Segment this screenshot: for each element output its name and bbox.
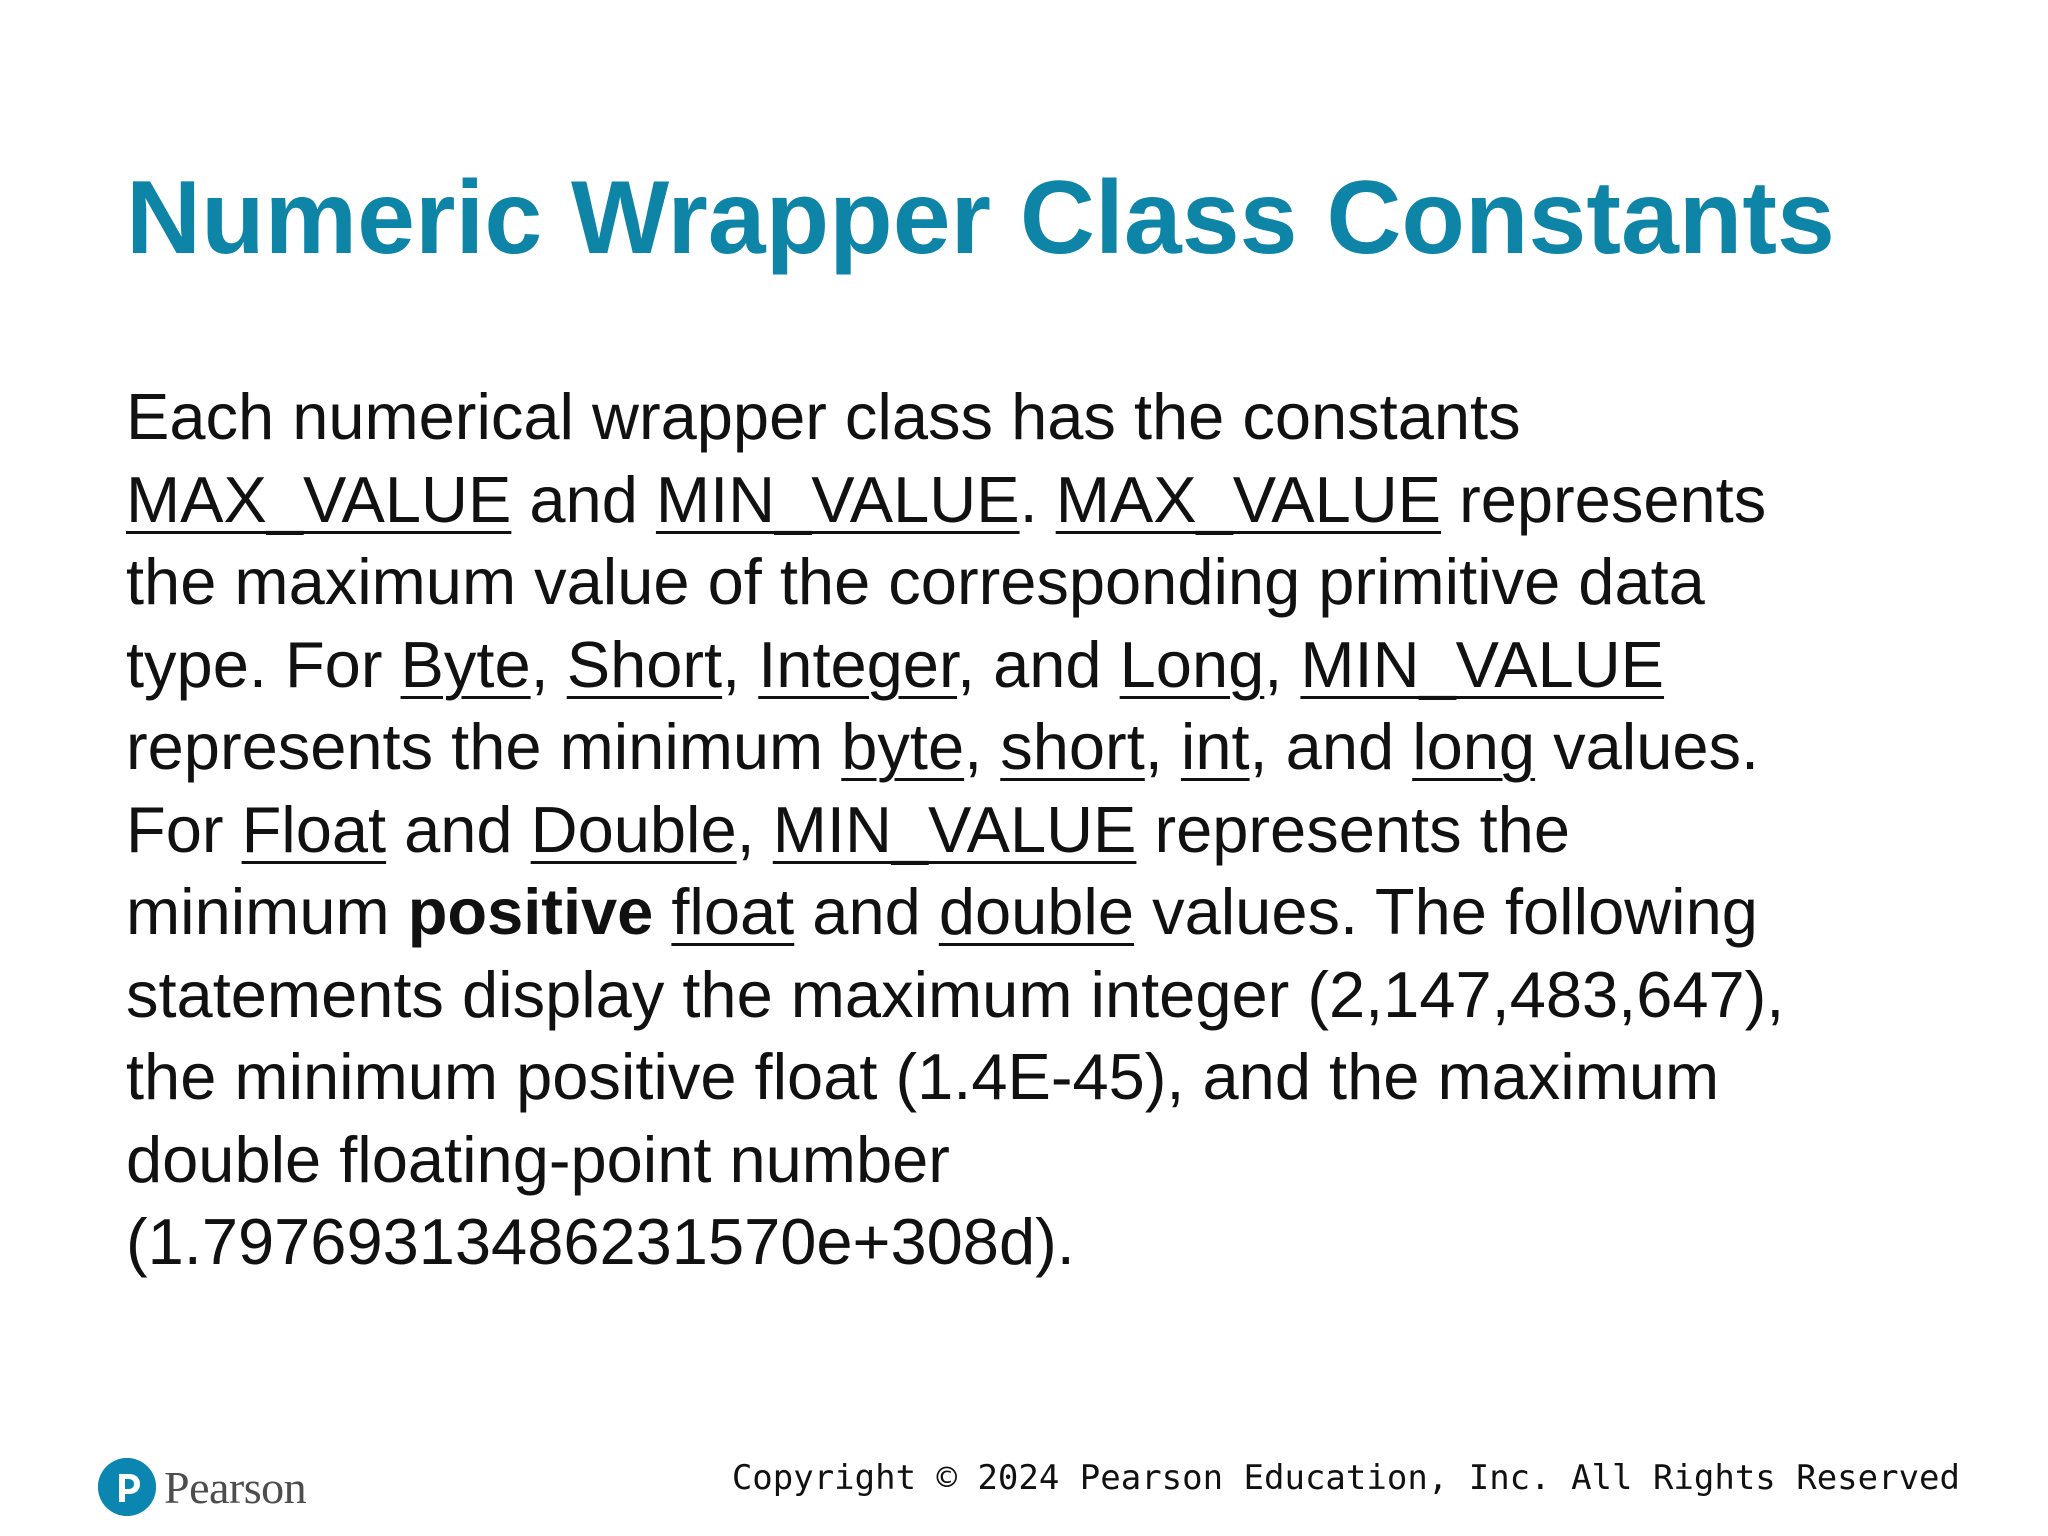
text-run: minimum xyxy=(126,875,408,948)
text-run: and xyxy=(386,792,531,866)
text-run: and xyxy=(794,875,939,948)
text-run: the maximum value of the corresponding primitive data xyxy=(126,545,1705,618)
text-run xyxy=(653,875,671,948)
positive-emphasis: positive xyxy=(407,875,654,948)
body-line xyxy=(126,459,1956,542)
max-value-term: MAX_VALUE xyxy=(1055,462,1442,536)
body-line xyxy=(126,1201,1956,1284)
text-run: For xyxy=(126,792,242,866)
integer-class-term: Integer xyxy=(758,627,958,701)
text-run: , xyxy=(722,627,759,701)
body-line xyxy=(126,376,1956,459)
body-line xyxy=(126,706,1956,789)
body-line xyxy=(126,871,1956,954)
copyright-notice: Copyright © 2024 Pearson Education, Inc. All Rights Reserved xyxy=(731,1458,1960,1498)
text-run: values. xyxy=(1535,710,1760,783)
double-class-term: Double xyxy=(530,792,737,866)
max-value-term: MAX_VALUE xyxy=(126,462,512,536)
pearson-logo-icon xyxy=(98,1458,156,1516)
text-run: , xyxy=(964,710,1001,783)
text-run: , xyxy=(530,627,567,701)
body-line xyxy=(126,789,1956,872)
text-run: Each numerical wrapper class has the constants xyxy=(126,380,1521,453)
long-type-term: long xyxy=(1412,710,1536,783)
float-class-term: Float xyxy=(241,792,387,866)
body-line xyxy=(126,541,1956,624)
body-line xyxy=(126,954,1956,1037)
short-type-term: short xyxy=(1000,710,1145,783)
text-run: represents xyxy=(1441,462,1767,536)
text-run: , xyxy=(1144,710,1181,783)
text-run: represents the xyxy=(1136,792,1570,866)
text-run: represents the minimum xyxy=(126,710,842,783)
text-run: and xyxy=(511,462,656,536)
byte-class-term: Byte xyxy=(400,627,531,701)
text-run: type. For xyxy=(126,627,401,701)
min-value-term: MIN_VALUE xyxy=(772,792,1137,866)
text-run: , xyxy=(1264,627,1301,701)
text-run: double floating-point number xyxy=(126,1122,950,1196)
text-run: . xyxy=(1019,462,1056,536)
text-run: the minimum positive float (1.4E-45), and the maximum xyxy=(126,1040,1720,1113)
double-type-term: double xyxy=(938,875,1135,948)
text-run: , and xyxy=(1249,710,1413,783)
text-run: values. The following xyxy=(1134,875,1758,948)
pearson-logo xyxy=(98,1452,306,1522)
slide-title: Numeric Wrapper Class Constants xyxy=(126,160,1835,276)
short-class-term: Short xyxy=(566,627,723,701)
float-type-term: float xyxy=(671,875,795,948)
text-run: statements display the maximum integer (2,147,483,647), xyxy=(126,957,1785,1031)
text-run: , xyxy=(736,792,773,866)
min-value-term: MIN_VALUE xyxy=(1300,627,1665,701)
min-value-term: MIN_VALUE xyxy=(655,462,1020,536)
text-run: , and xyxy=(957,627,1120,701)
body-line xyxy=(126,1119,1956,1202)
text-run: (1.79769313486231570e+308d). xyxy=(126,1205,1075,1278)
slide-body xyxy=(126,376,1956,1284)
body-line xyxy=(126,1036,1956,1119)
byte-type-term: byte xyxy=(841,710,965,783)
body-line xyxy=(126,624,1956,707)
long-class-term: Long xyxy=(1119,627,1265,701)
int-type-term: int xyxy=(1180,710,1250,783)
pearson-logo-text: Pearson xyxy=(164,1461,307,1513)
